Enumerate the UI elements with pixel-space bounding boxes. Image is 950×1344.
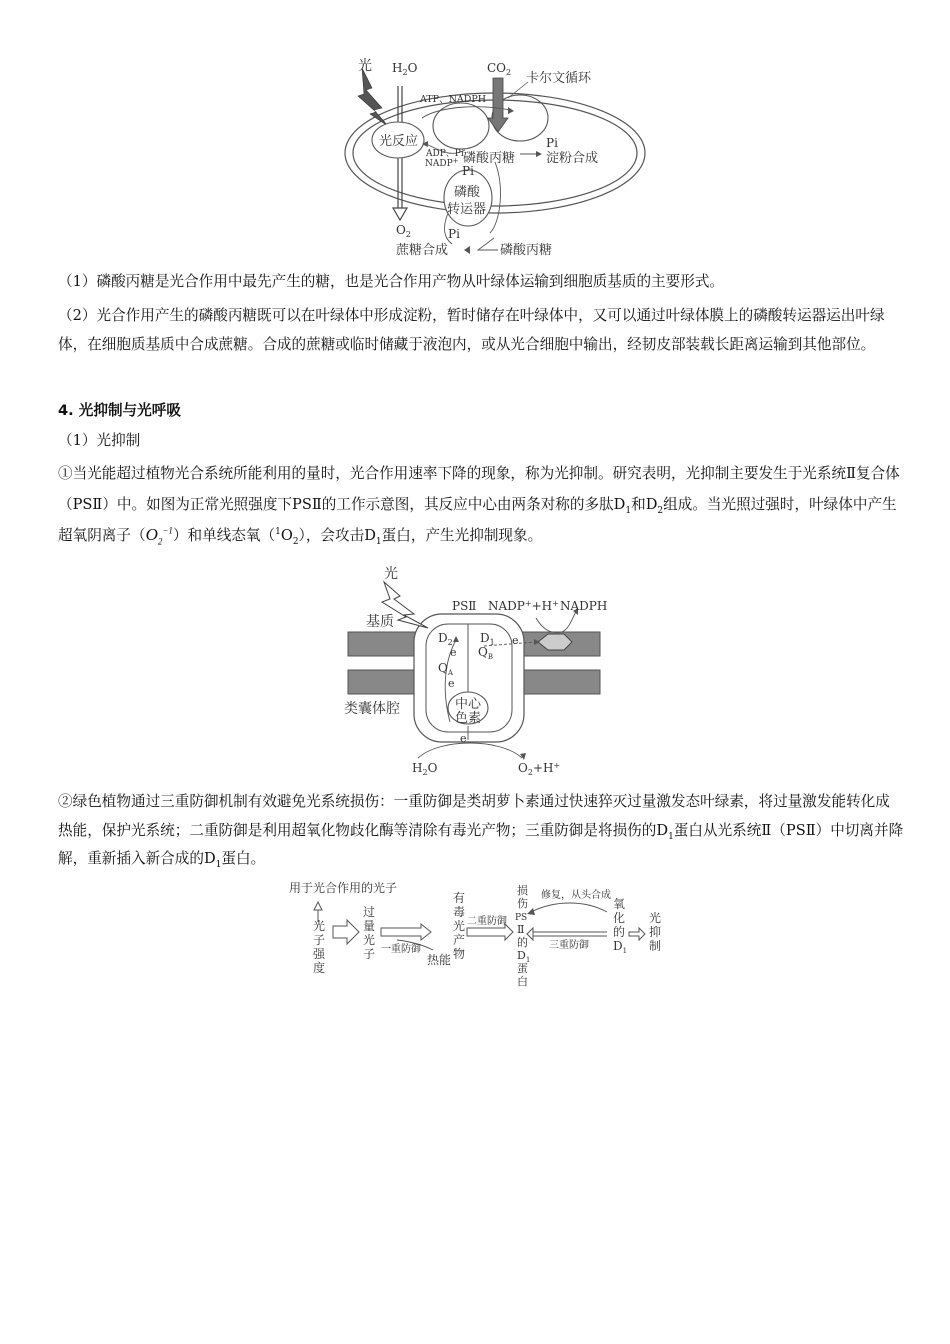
label-pi-a: Pi — [546, 136, 558, 150]
label-calvin: 卡尔文循环 — [526, 71, 592, 86]
paragraph-1: （1）磷酸丙糖是光合作用中最先产生的糖，也是光合作用产物从叶绿体运输到细胞质基质的主要形式。 — [58, 273, 725, 290]
label-e1: e — [450, 646, 457, 659]
label-e3: e — [448, 677, 455, 690]
label-h2o: $H_2O$ — [392, 61, 418, 77]
label-light: 光 — [384, 566, 398, 582]
label-e2: e — [512, 634, 519, 647]
label-o2: $O_2$ — [396, 223, 411, 239]
figure-triple-defense — [285, 880, 665, 990]
label-o2h: $O_2+H^+$ — [518, 761, 561, 777]
label-defense1: 一重防御 — [381, 944, 421, 955]
label-lumen: 类囊体腔 — [344, 701, 400, 717]
label-qb: $Q_B$ — [478, 645, 493, 661]
label-heat: 热能 — [427, 953, 452, 967]
figure-triose-phosphate — [330, 58, 660, 263]
figure-psii — [340, 562, 620, 784]
label-damaged: 损 伤 PS Ⅱ 的 $D_1$ 蛋 白 — [515, 884, 531, 988]
label-sucrose: 蔗糖合成 — [396, 243, 449, 258]
label-atp-nadph: ATP、NADPH — [420, 94, 487, 105]
label-h2o: $H_2O$ — [412, 761, 438, 777]
label-nadph: NADPH — [560, 599, 608, 613]
label-psii: PSⅡ — [452, 599, 477, 613]
label-transporter-1: 磷酸 — [454, 185, 481, 200]
label-d1: $D_1$ — [480, 631, 495, 647]
label-intensity: 光 子 强 度 — [313, 919, 326, 975]
label-center-2: 色素 — [455, 711, 482, 726]
superoxide-formula: $O_2^{-1}$ — [145, 525, 173, 547]
label-repair: 修复，从头合成 — [541, 890, 611, 901]
label-top: 用于光合作用的光子 — [289, 881, 398, 895]
label-co2: $CO_2$ — [487, 61, 512, 77]
label-excess: 过 量 光 子 — [363, 905, 376, 961]
label-pi-b: Pi — [462, 164, 474, 178]
label-pi-c: Pi — [448, 227, 460, 241]
label-qa: $Q_A$ — [438, 661, 453, 677]
label-adp-pi: ADP、Pi — [426, 149, 464, 159]
label-light: 光 — [358, 58, 372, 74]
label-defense3: 三重防御 — [549, 940, 589, 951]
paragraph-3: ①当光能超过植物光合系统所能利用的量时，光合作用速率下降的现象，称为光抑制。研究表明，光抑制主要发生于光系统Ⅱ复合体（PSⅡ）中。如图为正常光照强度下PSⅡ的工作示意图，其反应中心由两条对称的多肽$D_1$和$D_2$组成。当光照过强时，叶绿体中产生超氧阴离子$(O_2^{-1})$和单线态氧$(^1O_2)$，会攻击$D_1$蛋白，产生光抑制现象。 — [58, 465, 900, 547]
label-nadp: NADP+ — [425, 157, 459, 169]
label-nadp-h: NADP++H+ — [488, 599, 559, 613]
label-center-1: 中心 — [455, 697, 482, 712]
label-e4: e — [460, 732, 467, 745]
paragraph-4: ②绿色植物通过三重防御机制有效避免光系统损伤：一重防御是类胡萝卜素通过快速猝灭过量激发态叶绿素，将过量激发能转化成热能，保护光系统；二重防御是利用超氧化物歧化酶等清除有毒光产物；三重防御是将损伤的$D_1$蛋白从光系统Ⅱ（PSⅡ）中切离并降解，重新插入新合成的$D_1$蛋白。 — [58, 793, 904, 870]
label-defense2: 二重防御 — [467, 916, 507, 927]
label-light-reaction: 光反应 — [379, 134, 419, 149]
label-starch: 淀粉合成 — [546, 151, 599, 166]
heading-4: 4. 光抑制与光呼吸 — [58, 402, 181, 419]
label-transporter-2: 转运器 — [447, 202, 487, 217]
label-matrix: 基质 — [366, 614, 394, 630]
label-inhibition: 光 抑 制 — [649, 911, 662, 953]
label-triose-in: 磷酸丙糖 — [463, 151, 516, 166]
subheading-1: （1）光抑制 — [58, 432, 141, 449]
label-oxidized: 氧 化 的 $D_1$ — [613, 897, 628, 955]
paragraph-2: （2）光合作用产生的磷酸丙糖既可以在叶绿体中形成淀粉，暂时储存在叶绿体中，又可以通过叶绿体膜上的磷酸转运器运出叶绿体，在细胞质基质中合成蔗糖。合成的蔗糖或临时储藏于液泡内，或从光合细胞中输出，经韧皮部装载长距离运输到其他部位。 — [58, 307, 885, 353]
label-triose-out: 磷酸丙糖 — [500, 243, 553, 258]
label-toxic: 有 毒 光 产 物 — [453, 891, 466, 961]
label-d2: $D_2$ — [438, 631, 453, 647]
